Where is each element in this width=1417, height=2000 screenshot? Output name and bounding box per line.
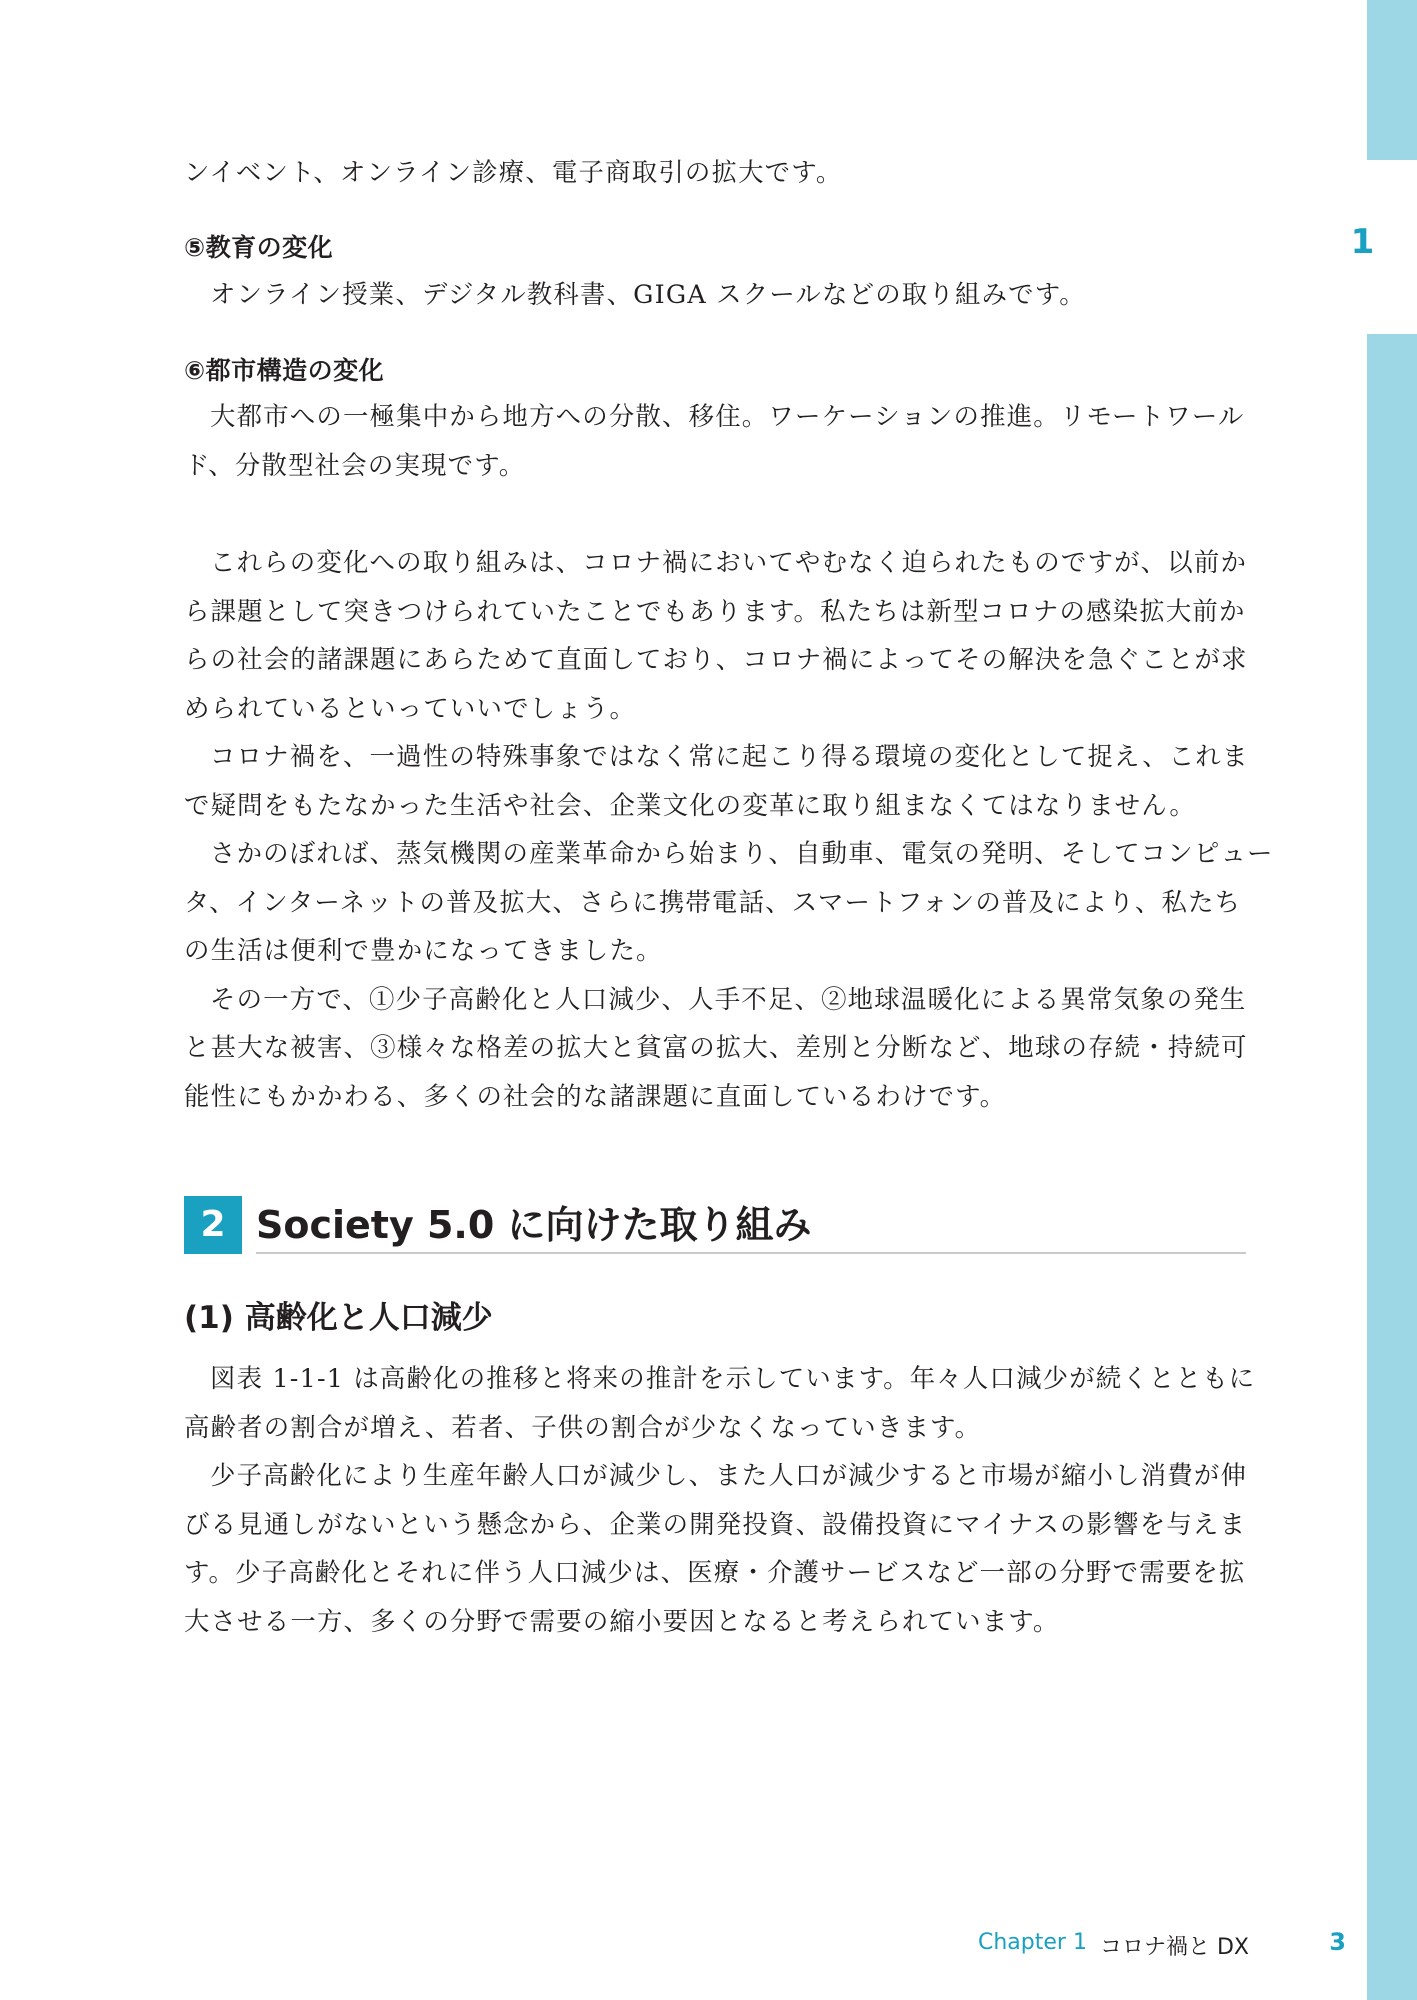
text-line: で疑問をもたなかった生活や社会、企業文化の変革に取り組まなくてはなりません。 bbox=[184, 789, 1196, 820]
text-line: ンイベント、オンライン診療、電子商取引の拡大です。 bbox=[184, 157, 843, 187]
subsection-body bbox=[184, 1354, 1256, 1645]
footer-chapter-title: コロナ禍と DX bbox=[1100, 1935, 1250, 1960]
text-line: 高齢者の割合が増え、若者、子供の割合が少なくなっていきます。 bbox=[184, 1411, 982, 1442]
text-line: ド、分散型社会の実現です。 bbox=[184, 449, 526, 480]
text-line: コロナ禍を、一過性の特殊事象ではなく常に起こり得る環境の変化として捉え、これま bbox=[210, 741, 1249, 771]
text-line: びる見通しがないという懸念から、企業の開発投資、設備投資にマイナスの影響を与えま bbox=[184, 1508, 1247, 1539]
section-underline bbox=[256, 1252, 1246, 1254]
text-line: と甚大な被害、③様々な格差の拡大と貧富の拡大、差別と分断など、地球の存続・持続可 bbox=[184, 1032, 1248, 1062]
chapter-tab-number: 1 bbox=[1350, 222, 1375, 262]
text-line: す。少子高齢化とそれに伴う人口減少は、医療・介護サービスなど一部の分野で需要を拡 bbox=[184, 1557, 1246, 1587]
text-line: の生活は便利で豊かになってきました。 bbox=[184, 935, 663, 965]
text-line: 図表 1-1-1 は高齢化の推移と将来の推計を示しています。年々人口減少が続くとともに bbox=[210, 1363, 1256, 1393]
text-line: タ、インターネットの普及拡大、さらに携帯電話、スマートフォンの普及により、私たち bbox=[184, 886, 1242, 917]
footer-chapter-label: Chapter 1 bbox=[978, 1930, 1087, 1955]
text-line: これらの変化への取り組みは、コロナ禍においてやむなく迫られたものですが、以前か bbox=[210, 547, 1248, 577]
text-line: らの社会的諸課題にあらためて直面しており、コロナ禍によってその解決を急ぐことが求 bbox=[184, 644, 1248, 674]
text-line: ら課題として突きつけられていたことでもあります。私たちは新型コロナの感染拡大前か bbox=[184, 595, 1246, 626]
text-line: オンライン授業、デジタル教科書、GIGA スクールなどの取り組みです。 bbox=[210, 279, 1086, 309]
text-line: 能性にもかかわる、多くの社会的な諸課題に直面しているわけです。 bbox=[184, 1080, 1007, 1111]
body-paragraphs bbox=[184, 538, 1274, 1120]
continuation-text bbox=[184, 148, 1246, 197]
text-line: さかのぼれば、蒸気機関の産業革命から始まり、自動車、電気の発明、そしてコンピュー bbox=[210, 838, 1274, 868]
text-line: 大都市への一極集中から地方への分散、移住。ワーケーションの推進。リモートワール bbox=[210, 401, 1245, 431]
chapter-tab-lower bbox=[1367, 334, 1417, 2000]
page-number: 3 bbox=[1329, 1928, 1346, 1956]
item6-body bbox=[184, 392, 1246, 489]
chapter-tab-upper bbox=[1367, 0, 1417, 160]
section-number-badge: 2 bbox=[184, 1196, 242, 1254]
text-line: その一方で、①少子高齢化と人口減少、人手不足、②地球温暖化による異常気象の発生 bbox=[210, 983, 1247, 1014]
text-line: 少子高齢化により生産年齢人口が減少し、また人口が減少すると市場が縮小し消費が伸 bbox=[210, 1460, 1248, 1490]
text-line: 大させる一方、多くの分野で需要の縮小要因となると考えられています。 bbox=[184, 1605, 1060, 1636]
text-line: められているといっていいでしょう。 bbox=[184, 692, 637, 723]
item5-heading: ⑤教育の変化 bbox=[184, 233, 334, 262]
subsection-title: (1) 高齢化と人口減少 bbox=[184, 1300, 493, 1336]
item5-body bbox=[184, 270, 1246, 319]
section-title: Society 5.0 に向けた取り組み bbox=[256, 1203, 812, 1247]
item6-heading: ⑥都市構造の変化 bbox=[184, 356, 385, 385]
